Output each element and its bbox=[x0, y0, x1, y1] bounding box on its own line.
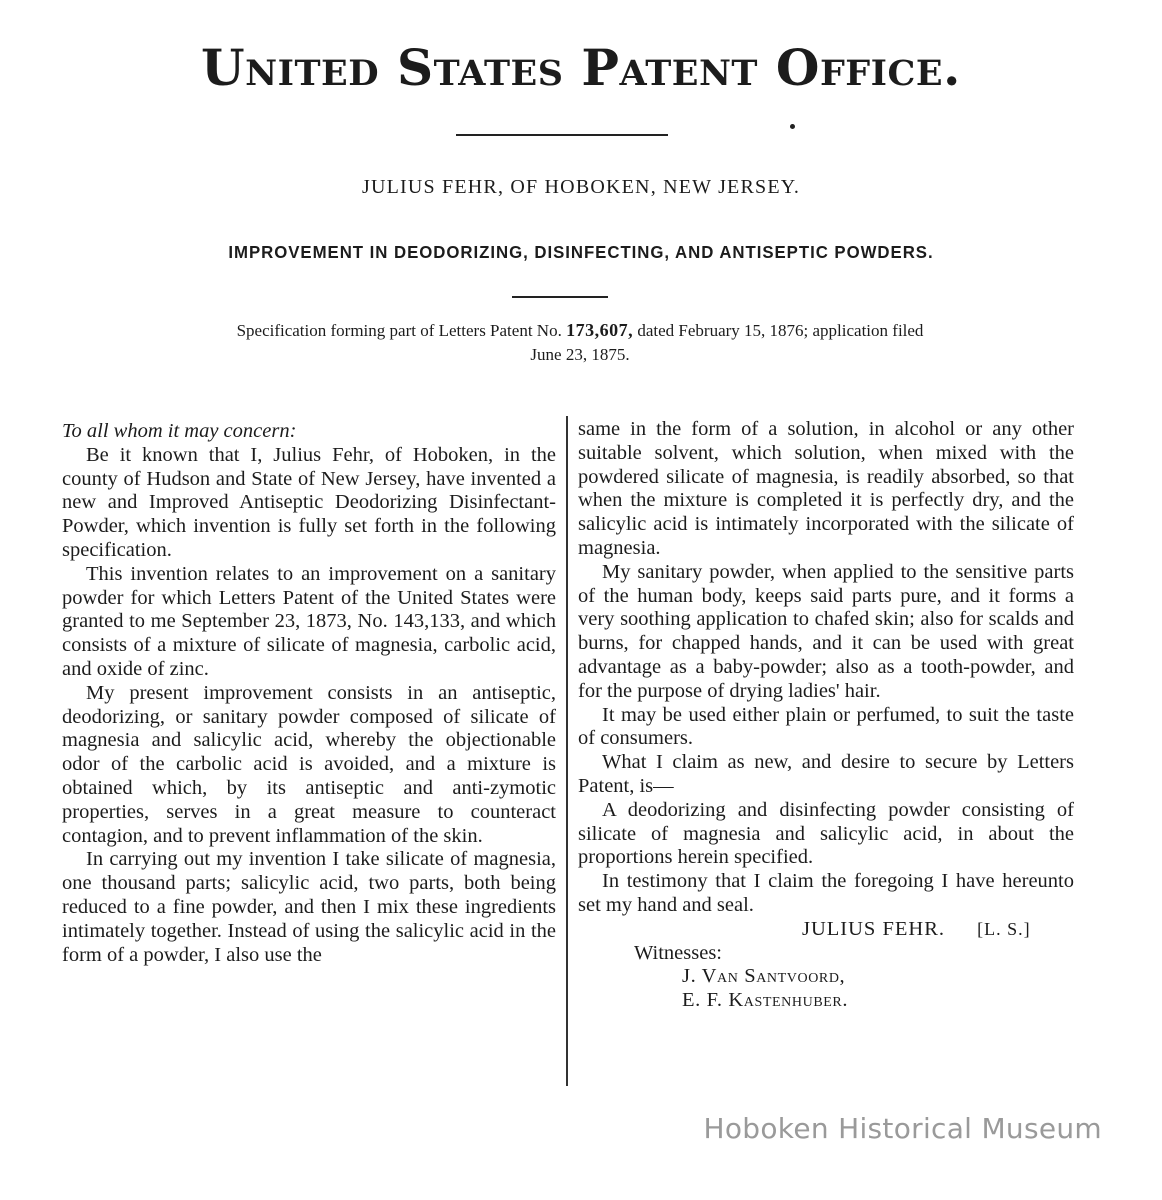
witnesses-label: Witnesses: bbox=[634, 941, 722, 964]
paragraph-claim: A deodorizing and disinfecting powder consisting of silicate of magnesia and salicylic acid, in about the proportions herein specified. bbox=[578, 798, 1074, 869]
title-rule bbox=[512, 296, 608, 298]
column-divider bbox=[566, 416, 568, 1086]
witness-2: E. F. Kastenhuber. bbox=[682, 989, 849, 1012]
inventor-line: JULIUS FEHR, OF HOBOKEN, NEW JERSEY. bbox=[361, 176, 801, 198]
signature-name: JULIUS FEHR. bbox=[802, 917, 945, 940]
spec-suffix: dated February 15, 1876; application filed bbox=[637, 321, 924, 340]
signature-line bbox=[578, 918, 1074, 942]
paragraph-improvement: My present improvement consists in an antiseptic, deodorizing, or sanitary powder composed of silicate of magnesia and salicylic acid, whereby the objectionable odor of the carbolic acid is avoided, and a mixture is obtained which, by its antiseptic and anti-zymotic properties, serves in a great measure to counteract contagion, and to prevent inflammation of the skin. bbox=[62, 681, 556, 847]
specification-line bbox=[60, 318, 1100, 367]
salutation: To all whom it may concern: bbox=[62, 420, 297, 442]
spec-prefix: Specification forming part of Letters Patent No. bbox=[236, 321, 562, 340]
paragraph-carrying-out: In carrying out my invention I take silicate of magnesia, one thousand parts; salicylic acid, two parts, both being reduced to a fine powder, and then I mix these ingredients intimately together. Instead of using the salicylic acid in the form of a powder, I also use the bbox=[62, 848, 556, 966]
right-column bbox=[578, 418, 1074, 1013]
museum-watermark: Hoboken Historical Museum bbox=[703, 1112, 1102, 1145]
paragraph-applications: My sanitary powder, when applied to the sensitive parts of the human body, keeps said parts pure, and it forms a very soothing application to chafed skin; also for scalds and burns, for chapped hands, and it can be used with great advantage as a baby-powder; also as a tooth-powder, and for the purpose of drying ladies' hair. bbox=[578, 560, 1074, 702]
paragraph-perfumed: It may be used either plain or perfumed, to suit the taste of consumers. bbox=[578, 703, 1074, 750]
print-speck bbox=[790, 124, 795, 129]
paragraph-solution: same in the form of a solution, in alcohol or any other suitable solvent, which solution, when mixed with the powdered silicate of magnesia, is readily absorbed, so that when the mixture is completed it is perfectly dry, and the salicylic acid is intimately incorporated with the silicate of magnesia. bbox=[578, 418, 1074, 559]
patent-office-heading: United States Patent Office. bbox=[201, 38, 961, 97]
heading-rule bbox=[456, 134, 668, 136]
patent-number: 173,607, bbox=[566, 320, 634, 340]
left-column bbox=[62, 420, 556, 967]
paragraph-relates: This invention relates to an improvement on a sanitary powder for which Letters Patent of the United States were granted to me September 23, 1873, No. 143,133, and which consists of a mixture of silicate of magnesia, carbolic acid, and oxide of zinc. bbox=[62, 562, 556, 680]
witness-1: J. Van Santvoord, bbox=[682, 965, 846, 988]
seal-mark: [L. S.] bbox=[977, 918, 1031, 939]
spec-filed-date: June 23, 1875. bbox=[530, 345, 630, 364]
paragraph-known: Be it known that I, Julius Fehr, of Hoboken, in the county of Hudson and State of New Jersey, have invented a new and Improved Antiseptic Deodorizing Disinfectant-Powder, which invention is fully set forth in the following specification. bbox=[62, 443, 556, 561]
paragraph-testimony: In testimony that I claim the foregoing I have hereunto set my hand and seal. bbox=[578, 870, 1074, 916]
paragraph-claim-intro: What I claim as new, and desire to secure by Letters Patent, is— bbox=[578, 751, 1074, 797]
improvement-title: IMPROVEMENT IN DEODORIZING, DISINFECTING, AND ANTISEPTIC POWDERS. bbox=[228, 242, 934, 262]
